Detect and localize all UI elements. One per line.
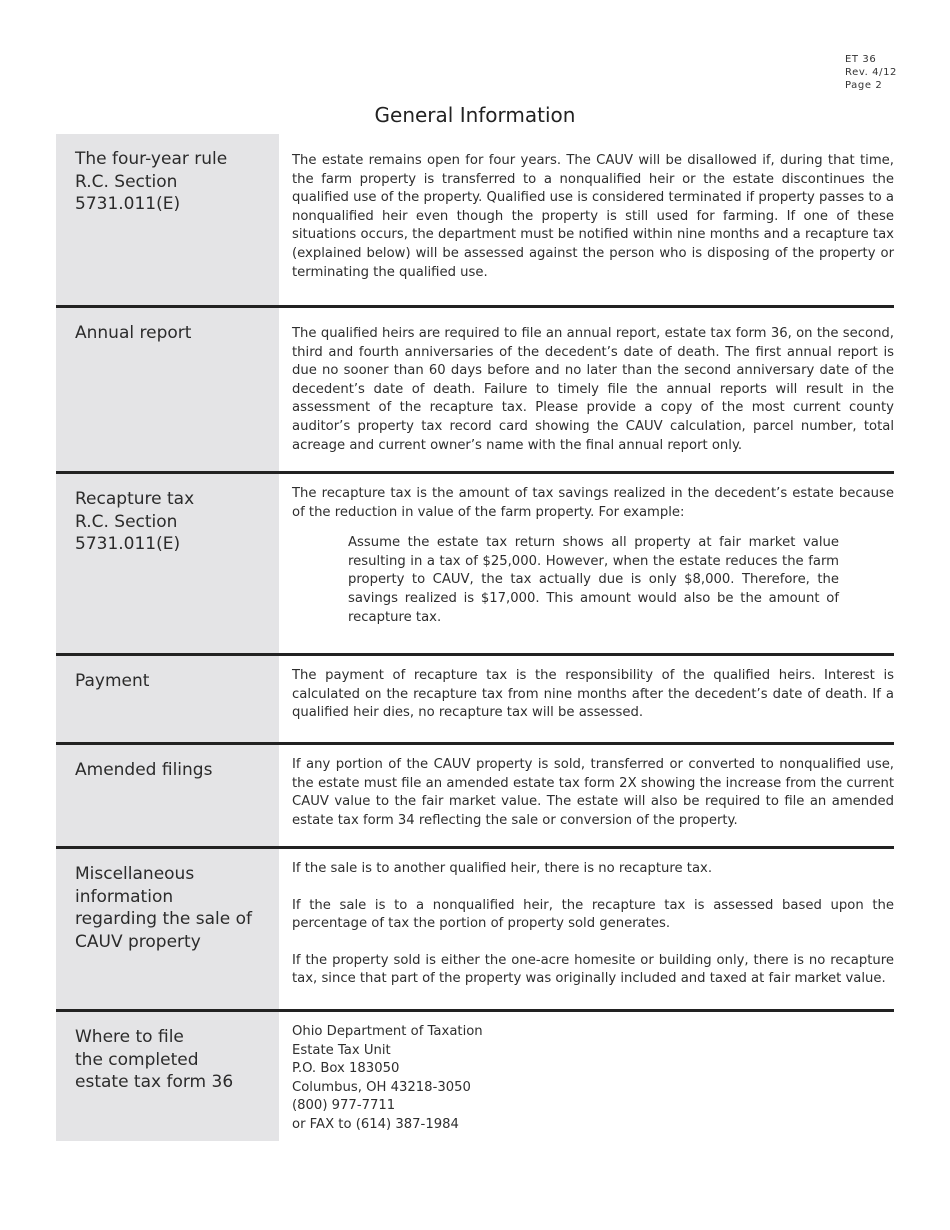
section-body bbox=[279, 308, 894, 471]
address-line: Estate Tax Unit bbox=[292, 1042, 391, 1058]
info-table bbox=[56, 134, 894, 1141]
section-heading: Where to file the completed estate tax form 36 bbox=[56, 1012, 279, 1141]
paragraph: If any portion of the CAUV property is sold, transferred or converted to nonqualified use, the estate must file an amended estate tax form 2X showing the increase from the current CAUV value to the fair market value. The estate will also be required to file an amended estate tax form 34 reflecting the sale or conversion of the property. bbox=[292, 757, 894, 828]
section-body bbox=[279, 745, 894, 846]
address-line: Ohio Department of Taxation bbox=[292, 1024, 483, 1039]
section-amended-filings bbox=[56, 742, 894, 846]
paragraph: The payment of recapture tax is the responsibility of the qualified heirs. Interest is calculated on the recapture tax from nine months after the decedent’s date of death. If a qualified heir dies, no recapture tax will be assessed. bbox=[292, 668, 894, 721]
mailing-address bbox=[279, 1012, 894, 1141]
paragraph: If the property sold is either the one-acre homesite or building only, there is no recapture tax, since that part of the property was originally included and taxed at fair market value. bbox=[292, 952, 894, 987]
section-recapture-tax bbox=[56, 471, 894, 653]
form-revision: Rev. 4/12 bbox=[845, 67, 898, 78]
section-annual-report bbox=[56, 305, 894, 471]
form-identifier bbox=[845, 53, 897, 92]
paragraph: The qualified heirs are required to file an annual report, estate tax form 36, on the second, third and fourth anniversaries of the decedent’s date of death. The first annual report is due no sooner than 60 days before and no later than the second anniversary date of the decedent’s date of death. Failure to timely file the annual reports will result in the assessment of the recapture tax. Please provide a copy of the most current county auditor’s property tax record card showing the CAUV calculation, parcel number, total acreage and current owner’s name with the final annual report only. bbox=[292, 326, 894, 453]
section-body bbox=[279, 474, 894, 653]
address-line: P.O. Box 183050 bbox=[292, 1061, 400, 1077]
section-body bbox=[279, 849, 894, 1009]
example-paragraph: Assume the estate tax return shows all property at fair market value resulting in a tax of $25,000. However, when the estate reduces the farm property to CAUV, the tax actually due is only $8,000. Therefore, the savings realized is $17,000. This amount would also be the amount of recapture tax. bbox=[348, 535, 839, 625]
page-number: Page 2 bbox=[845, 80, 883, 91]
address-line: Columbus, OH 43218-3050 bbox=[292, 1079, 471, 1095]
form-number: ET 36 bbox=[845, 54, 877, 65]
section-heading: Miscellaneous information regarding the sale of CAUV property bbox=[56, 849, 279, 1009]
section-where-to-file bbox=[56, 1009, 894, 1141]
paragraph: The estate remains open for four years. The CAUV will be disallowed if, during that time, the farm property is transferred to a nonqualified heir or the estate discontinues the qualified use of the property. Qualified use is considered terminated if property passes to a nonqualified heir even though the property is still used for farming. If one of these situations occurs, the department must be notified within nine months and a recapture tax (explained below) will be assessed against the person who is disposing of the property or terminating the qualified use. bbox=[292, 153, 894, 280]
fax-number: or FAX to (614) 387-1984 bbox=[292, 1116, 459, 1132]
section-four-year-rule bbox=[56, 134, 894, 305]
section-heading: Annual report bbox=[56, 308, 279, 471]
paragraph: If the sale is to another qualified heir, there is no recapture tax. bbox=[292, 861, 713, 876]
section-heading: Amended filings bbox=[56, 745, 279, 846]
section-body bbox=[279, 134, 894, 305]
section-body bbox=[279, 656, 894, 742]
section-heading: Payment bbox=[56, 656, 279, 742]
section-miscellaneous bbox=[56, 846, 894, 1009]
section-heading: The four-year rule R.C. Section 5731.011(E) bbox=[56, 134, 279, 305]
paragraph: If the sale is to a nonqualified heir, the recapture tax is assessed based upon the percentage of tax the portion of property sold generates. bbox=[292, 897, 894, 932]
page-title: General Information bbox=[374, 103, 576, 127]
section-heading: Recapture tax R.C. Section 5731.011(E) bbox=[56, 474, 279, 653]
phone-number: (800) 977-7711 bbox=[292, 1098, 396, 1114]
paragraph: The recapture tax is the amount of tax savings realized in the decedent’s estate because of the reduction in value of the farm property. For example: bbox=[292, 486, 894, 520]
section-payment bbox=[56, 653, 894, 742]
